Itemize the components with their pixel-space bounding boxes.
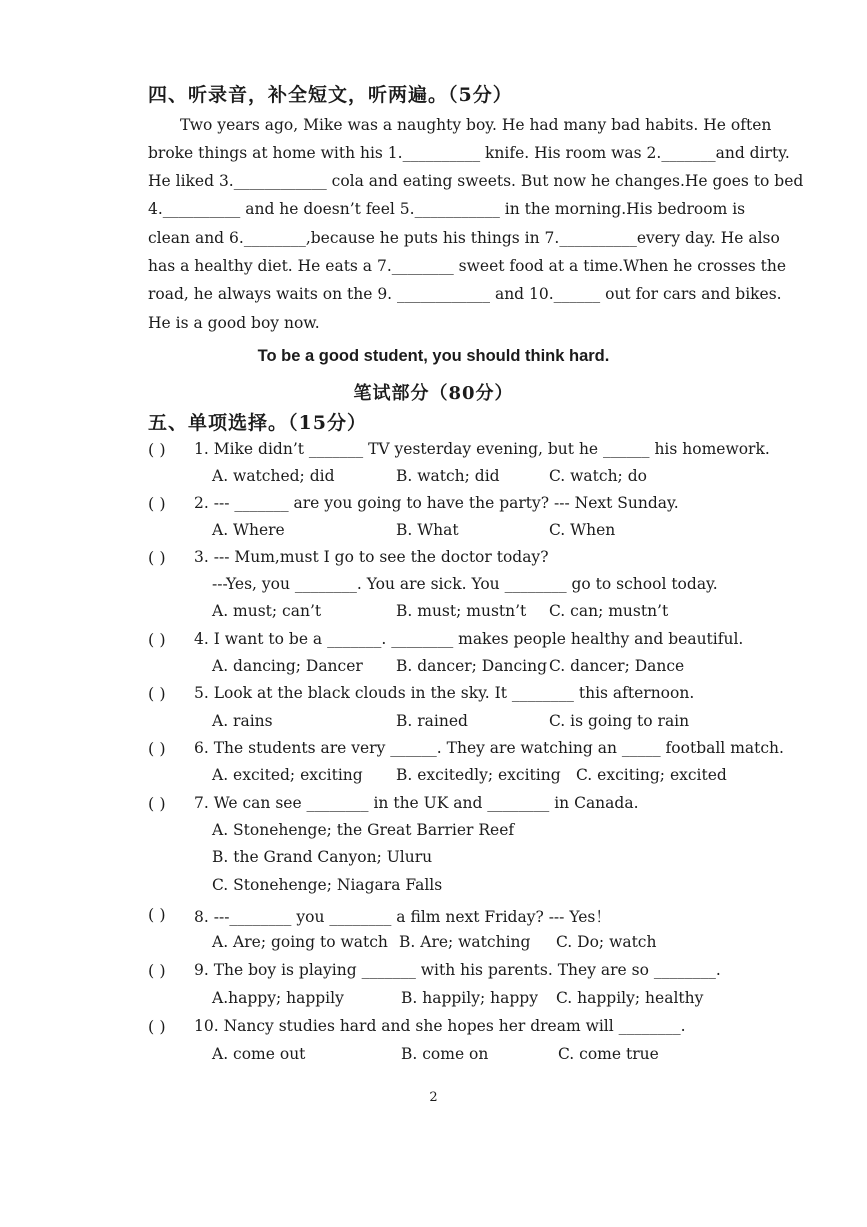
q7-option-c: C. Stonehenge; Niagara Falls [212,876,443,894]
q2-option-c: C. When [549,521,616,539]
q1-option-c: C. watch; do [549,467,647,485]
answer-blank-2[interactable]: ( ) [148,494,166,513]
answer-blank-9[interactable]: ( ) [148,961,166,980]
q3-option-c: C. can; mustn’t [549,602,669,620]
answer-blank-5[interactable]: ( ) [148,684,166,703]
q8-option-a: A. Are; going to watch [212,933,388,951]
passage-line-7: road, he always waits on the 9. ____________ and 10.______ out for cars and bikes. [148,285,782,303]
question-7-stem: 7. We can see ________ in the UK and ________ in Canada. [194,794,639,812]
q4-option-c: C. dancer; Dance [549,657,685,675]
q1-option-b: B. watch; did [396,467,500,485]
q3-option-a: A. must; can’t [212,602,322,620]
question-4-stem: 4. I want to be a _______. ________ makes people healthy and beautiful. [194,630,744,648]
q9-option-c: C. happily; healthy [556,989,704,1007]
q10-option-c: C. come true [558,1045,659,1063]
question-3-stem: 3. --- Mum,must I go to see the doctor today? [194,548,549,566]
section4-title: 四、听录音，补全短文，听两遍。（5分） [148,84,513,106]
passage-line-2: broke things at home with his 1.__________ knife. His room was 2._______and dirty. [148,144,790,162]
q9-option-a: A.happy; happily [212,989,344,1007]
question-2-stem: 2. --- _______ are you going to have the party? --- Next Sunday. [194,494,679,512]
q4-option-b: B. dancer; Dancing [396,657,547,675]
answer-blank-10[interactable]: ( ) [148,1017,166,1036]
q1-option-a: A. watched; did [212,467,335,485]
passage-line-5: clean and 6.________,because he puts his things in 7.__________every day. He also [148,229,780,247]
written-part-title: 笔试部分（80分） [353,383,514,404]
question-8-stem: 8. ---________ you ________ a film next Friday? --- Yes！ [194,908,611,926]
question-9-stem: 9. The boy is playing _______ with his parents. They are so ________. [194,961,721,979]
q8-option-c: C. Do; watch [556,933,657,951]
passage-line-1: Two years ago, Mike was a naughty boy. He had many bad habits. He often [180,116,772,134]
answer-blank-7[interactable]: ( ) [148,794,166,813]
q7-option-b: B. the Grand Canyon; Uluru [212,848,433,866]
q7-option-a: A. Stonehenge; the Great Barrier Reef [212,821,515,839]
answer-blank-3[interactable]: ( ) [148,548,166,567]
q5-option-b: B. rained [396,712,468,730]
passage-line-3: He liked 3.____________ cola and eating sweets. But now he changes.He goes to bed [148,172,804,190]
answer-blank-6[interactable]: ( ) [148,739,166,758]
answer-blank-8[interactable]: ( ) [148,905,166,924]
answer-blank-1[interactable]: ( ) [148,440,166,459]
answer-blank-4[interactable]: ( ) [148,630,166,649]
passage-line-8: He is a good boy now. [148,314,320,332]
question-1-stem: 1. Mike didn’t _______ TV yesterday evening, but he ______ his homework. [194,440,770,458]
q2-option-b: B. What [396,521,459,539]
q10-option-a: A. come out [212,1045,306,1063]
q3-option-b: B. must; mustn’t [396,602,527,620]
q5-option-a: A. rains [212,712,273,730]
section5-title: 五、单项选择。（15分） [148,412,367,434]
q6-option-c: C. exciting; excited [576,766,727,784]
q6-option-b: B. excitedly; exciting [396,766,561,784]
passage-line-6: has a healthy diet. He eats a 7.________ sweet food at a time.When he crosses the [148,257,787,275]
q10-option-b: B. come on [401,1045,489,1063]
q5-option-c: C. is going to rain [549,712,690,730]
passage-line-4: 4.__________ and he doesn’t feel 5.___________ in the morning.His bedroom is [148,200,746,218]
q4-option-a: A. dancing; Dancer [212,657,363,675]
question-6-stem: 6. The students are very ______. They are watching an _____ football match. [194,739,784,757]
q9-option-b: B. happily; happy [401,989,538,1007]
page-number: 2 [429,1090,438,1105]
q8-option-b: B. Are; watching [399,933,531,951]
q6-option-a: A. excited; exciting [212,766,363,784]
question-10-stem: 10. Nancy studies hard and she hopes her dream will ________. [194,1017,686,1035]
question-3-stem-2: ---Yes, you ________. You are sick. You ________ go to school today. [212,575,718,593]
motto: To be a good student, you should think hard. [257,347,610,365]
q2-option-a: A. Where [212,521,285,539]
question-5-stem: 5. Look at the black clouds in the sky. It ________ this afternoon. [194,684,695,702]
